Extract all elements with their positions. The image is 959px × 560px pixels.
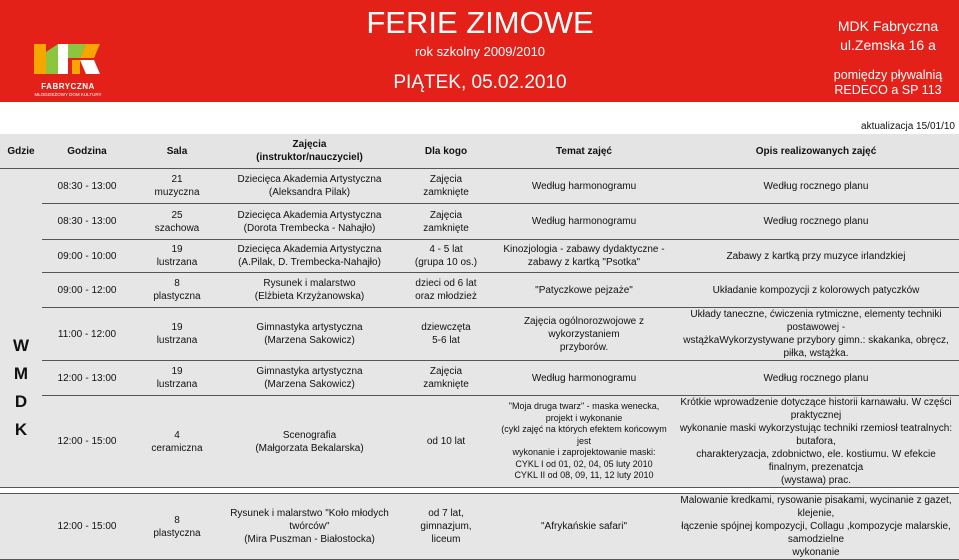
table-row (0, 169, 959, 204)
cell-room (132, 240, 222, 273)
class-name: Gimnastyka artystyczna (256, 322, 363, 333)
col-time: Godzina (42, 134, 132, 169)
room-name: szachowa (154, 222, 200, 234)
venue-note-1: pomiędzy pływalnią (833, 68, 943, 82)
audience-line-3: liceum (431, 534, 461, 545)
audience-line-1: 4 - 5 lat (429, 244, 463, 255)
room-number: 25 (171, 209, 183, 221)
col-room: Sala (132, 134, 222, 169)
cell-description (673, 396, 959, 488)
col-description: Opis realizowanych zajęć (673, 134, 959, 169)
audience-line-1: Zajęcia (429, 174, 463, 185)
class-instructor: (A.Pilak, D. Trembecka-Nahajło) (238, 257, 381, 268)
room-name: ceramiczna (151, 442, 203, 454)
logo-name: FABRYCZNA (41, 82, 95, 91)
topic-line-1: Według harmonogramu (531, 372, 637, 384)
class-name: Scenografia (282, 429, 337, 441)
logo-mark-icon (28, 38, 108, 82)
room-number: 21 (171, 174, 183, 185)
cell-class (222, 204, 397, 240)
audience-line-2: gimnazjum, (420, 521, 472, 532)
room-name: plastyczna (153, 527, 201, 539)
cell-audience (397, 169, 495, 204)
topic-line-1: Kinozjologia - zabawy dydaktyczne - (503, 244, 665, 255)
desc-line-1: Układy taneczne, ćwiczenia rytmiczne, elementy techniki postawowej - (690, 309, 942, 333)
audience-line-1: od 10 lat (426, 436, 466, 447)
mdk-logo (28, 38, 108, 98)
cell-description (673, 273, 959, 308)
cell-topic (495, 361, 673, 396)
cell-description (673, 169, 959, 204)
cell-class (222, 396, 397, 488)
topic-line-1: Zajęcia ogólnorozwojowe z wykorzystaniem (523, 315, 645, 340)
room-number: 19 (171, 244, 183, 255)
desc-line-1: Według rocznego planu (763, 180, 869, 192)
cell-time: 09:00 - 12:00 (42, 273, 132, 308)
class-name: Dziecięca Akademia Artystyczna (237, 244, 382, 255)
audience-line-2: 5-6 lat (432, 335, 460, 346)
cell-room (132, 169, 222, 204)
page-title: FERIE ZIMOWE (366, 5, 594, 40)
cell-time: 09:00 - 10:00 (42, 240, 132, 273)
desc-line-4: (wystawa) prac. (780, 475, 851, 486)
topic-line-2: zabawy z kartką "Psotka" (527, 257, 641, 268)
room-number: 8 (174, 514, 180, 526)
desc-line-2: wykonanie maski wykorzystując techniki rzemiosł teatralnych: butafora, (679, 423, 953, 447)
cell-description (673, 361, 959, 396)
cell-room (132, 273, 222, 308)
class-instructor: (Marzena Sakowicz) (264, 335, 355, 346)
class-name: Gimnastyka artystyczna (256, 366, 363, 377)
cell-topic (495, 204, 673, 240)
venue-directions (818, 68, 958, 98)
day-date: PIĄTEK, 05.02.2010 (393, 72, 567, 93)
audience-line-1: dzieci od 6 lat (415, 278, 477, 289)
day-letter-d: D (14, 392, 28, 411)
cell-class (222, 308, 397, 361)
cell-audience (397, 240, 495, 273)
room-name: plastyczna (153, 291, 201, 302)
cell-description (673, 494, 959, 560)
class-instructor: (Aleksandra Pilak) (268, 187, 351, 198)
desc-line-2: łączenie spójnej kompozycji, Collagu ,kompozycje malarskie, samodzielne (681, 521, 951, 545)
cell-where-empty (0, 494, 42, 560)
cell-time: 12:00 - 15:00 (42, 396, 132, 488)
audience-line-1: dziewczęta (421, 322, 471, 333)
desc-line-1: Malowanie kredkami, rysowanie pisakami, wycinanie z gazet, klejenie, (680, 495, 952, 519)
cell-topic (495, 169, 673, 204)
header-banner (0, 0, 959, 102)
room-name: lustrzana (156, 379, 198, 390)
cell-time: 12:00 - 15:00 (42, 494, 132, 560)
room-name: lustrzana (156, 257, 198, 268)
table-row (0, 240, 959, 273)
topic-line-2: przyborów. (559, 341, 609, 353)
cell-room (132, 494, 222, 560)
desc-line-1: Układanie kompozycji z kolorowych patyczków (712, 284, 920, 296)
room-number: 19 (171, 322, 183, 333)
col-class-title: Zajęcia (292, 139, 327, 150)
room-number: 4 (174, 429, 180, 441)
cell-class (222, 273, 397, 308)
table-row (0, 204, 959, 240)
cell-room (132, 204, 222, 240)
class-name: Rysunek i malarstwo (263, 278, 356, 289)
cell-audience (397, 396, 495, 488)
room-name: lustrzana (156, 335, 198, 346)
cell-topic (495, 240, 673, 273)
topic-line-2: projekt i wykonanie (545, 412, 623, 423)
cell-topic (495, 396, 673, 488)
cell-audience (397, 494, 495, 560)
topic-line-6: CYKL II od 08, 09, 11, 12 luty 2010 (514, 470, 654, 481)
audience-line-1: Zajęcia (429, 366, 463, 377)
class-instructor: (Elżbieta Krzyżanowska) (254, 291, 365, 302)
audience-line-2: zamknięte (423, 187, 469, 198)
desc-line-2: wstążkaWykorzystywane przybory gimn.: skakanka, obręcz, piłka, wstążka. (683, 335, 949, 359)
table-row (0, 273, 959, 308)
cell-audience (397, 308, 495, 361)
room-name: muzyczna (154, 187, 200, 198)
topic-line-1: "Moja druga twarz" - maska wenecka, (508, 401, 660, 412)
audience-line-1: od 7 lat, (428, 508, 464, 519)
cell-room (132, 361, 222, 396)
desc-line-3: charakteryzacja, zdobnictwo, ele. kostiumu. W efekcie finalnym, prezenatcja (696, 449, 936, 473)
table-header-row (0, 134, 959, 169)
audience-line-2: (grupa 10 os.) (414, 257, 478, 268)
audience-line-2: oraz młodzież (415, 291, 477, 302)
class-instructor: (Dorota Trembecka - Nahajło) (243, 222, 376, 234)
cell-time: 11:00 - 12:00 (42, 308, 132, 361)
room-number: 8 (174, 278, 180, 289)
cell-class (222, 494, 397, 560)
table-row (0, 308, 959, 361)
cell-audience (397, 204, 495, 240)
cell-topic (495, 308, 673, 361)
cell-description (673, 308, 959, 361)
topic-line-3: (cykl zajęć na których efektem końcowym jest (501, 424, 667, 446)
topic-line-1: Według harmonogramu (531, 216, 637, 227)
col-where: Gdzie (0, 134, 42, 169)
audience-line-1: Zajęcia (429, 209, 463, 221)
audience-line-2: zamknięte (423, 379, 469, 390)
col-class (222, 134, 397, 169)
table-row (0, 396, 959, 488)
cell-time: 08:30 - 13:00 (42, 169, 132, 204)
topic-line-1: "Patyczkowe pejzaże" (535, 284, 633, 296)
col-audience: Dla kogo (397, 134, 495, 169)
day-label (0, 169, 42, 488)
cell-audience (397, 361, 495, 396)
table-row (0, 494, 959, 560)
room-number: 19 (171, 366, 183, 377)
cell-description (673, 240, 959, 273)
class-line-1: Rysunek i malarstwo "Koło młodych (230, 508, 389, 519)
class-name: Dziecięca Akademia Artystyczna (237, 174, 382, 185)
topic-line-4: wykonanie i zaprojektowanie maski: (512, 447, 656, 458)
venue-note-2: REDECO a SP 113 (834, 83, 942, 97)
cell-topic (495, 494, 673, 560)
logo-subtitle: MŁODZIEŻOWY DOM KULTURY (34, 92, 102, 97)
cell-room (132, 396, 222, 488)
topic-line-5: CYKL I od 01, 02, 04, 05 luty 2010 (515, 458, 653, 469)
cell-class (222, 361, 397, 396)
cell-description (673, 204, 959, 240)
schedule-table (0, 134, 959, 560)
class-line-2: twórców" (289, 521, 330, 532)
cell-audience (397, 273, 495, 308)
day-letter-w: W (12, 336, 30, 355)
venue-name: MDK Fabryczna (837, 18, 939, 34)
class-instructor: (Marzena Sakowicz) (264, 379, 355, 390)
cell-time: 08:30 - 13:00 (42, 204, 132, 240)
cell-time: 12:00 - 13:00 (42, 361, 132, 396)
school-year: rok szkolny 2009/2010 (414, 44, 546, 59)
class-line-3: (Mira Puszman - Białostocka) (244, 534, 375, 545)
desc-line-1: Według rocznego planu (763, 216, 869, 227)
col-class-sub: (instruktor/nauczyciel) (256, 152, 363, 163)
topic-line-1: Według harmonogramu (531, 180, 637, 192)
venue-street: ul.Zemska 16 a (840, 37, 936, 53)
venue-address (818, 17, 958, 55)
class-name: Dziecięca Akademia Artystyczna (237, 209, 382, 221)
desc-line-1: Według rocznego planu (763, 372, 869, 384)
table-row (0, 361, 959, 396)
cell-class (222, 240, 397, 273)
desc-line-1: Krótkie wprowadzenie dotyczące historii karnawału. W części praktycznej (680, 397, 952, 421)
audience-line-2: zamknięte (423, 222, 469, 234)
cell-topic (495, 273, 673, 308)
topic-line-1: "Afrykańskie safari" (540, 521, 627, 532)
desc-line-3: wykonanie (792, 547, 840, 558)
cell-class (222, 169, 397, 204)
cell-room (132, 308, 222, 361)
col-topic: Temat zajęć (495, 134, 673, 169)
update-note: aktualizacja 15/01/10 (861, 121, 955, 132)
desc-line-1: Zabawy z kartką przy muzyce irlandzkiej (726, 250, 906, 262)
class-instructor: (Małgorzata Bekalarska) (255, 442, 364, 454)
day-letter-m: M (13, 364, 29, 383)
day-letter-k: K (14, 420, 28, 439)
